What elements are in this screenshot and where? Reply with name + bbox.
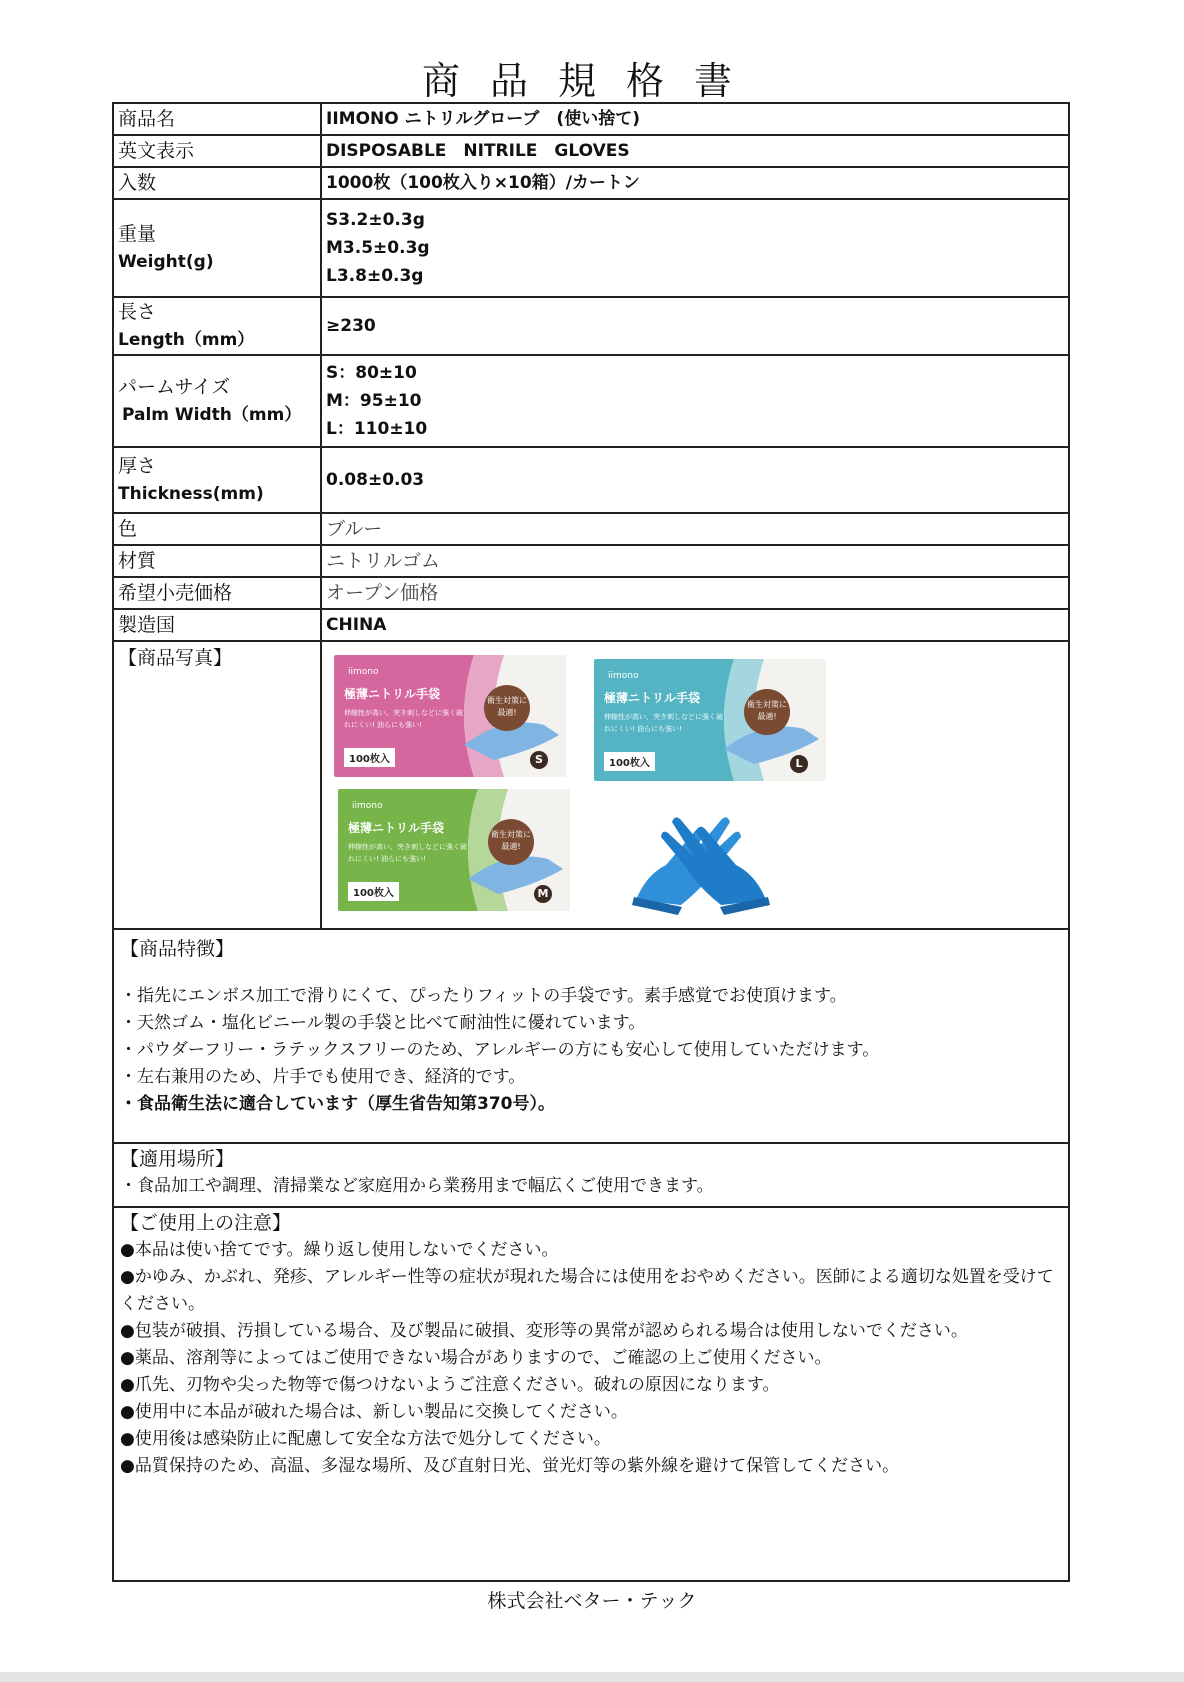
page-bottom-bar [0,1672,1184,1682]
page-title: 商品規格書 [421,59,762,103]
palm-label [113,355,321,447]
row-length [113,297,1069,355]
package-m-count: 100枚入 [348,882,399,901]
package-l-brand: iimono [608,671,639,681]
row-features [113,929,1069,1143]
palm-label-en: Palm Width（mm） [122,405,302,425]
package-s-count: 100枚入 [344,748,395,767]
caution-item: ●使用中に本品が破れた場合は、新しい製品に交換してください。 [120,1402,628,1422]
package-l-badge: 衛生対策に最適! [744,689,790,735]
package-m-size: M [534,885,552,903]
feature-item: ・パウダーフリー・ラテックスフリーのため、アレルギーの方にも安心して使用していただけます。 [120,1040,880,1060]
length-label-en: Length（mm） [118,330,255,350]
feature-item: ・天然ゴム・塩化ビニール製の手袋と比べて耐油性に優れています。 [120,1013,646,1033]
origin-value: CHINA [321,609,1069,641]
package-m-badge: 衛生対策に最適! [488,819,534,865]
row-english [113,135,1069,167]
price-label: 希望小売価格 [113,577,321,609]
photo-grid [326,645,1064,925]
package-s-desc: 伸縮性が高い、突き刺しなどに強く破れにくい! 油らにも強い! [344,709,463,729]
row-weight [113,199,1069,297]
weight-label [113,199,321,297]
caution-item: ●薬品、溶剤等によってはご使用できない場合がありますので、ご確認の上ご使用ください。 [120,1348,832,1368]
caution-item: ●本品は使い捨てです。繰り返し使用しないでください。 [120,1240,559,1260]
usage-heading: 【適用場所】 [120,1148,235,1170]
origin-label: 製造国 [113,609,321,641]
quantity-label: 入数 [113,167,321,199]
package-s-size: S [530,751,548,769]
weight-values [321,199,1069,297]
package-photo-m [338,789,570,911]
thickness-label-jp: 厚さ [118,455,157,477]
caution-item: ●包装が破損、汚損している場合、及び製品に破損、変形等の異常が認められる場合は使用しないでください。 [120,1321,968,1341]
thickness-label-en: Thickness(mm) [118,484,264,504]
features-cell [113,929,1069,1143]
weight-s: S3.2±0.3g [326,210,425,230]
palm-s: S：80±10 [326,363,417,383]
row-quantity [113,167,1069,199]
row-origin [113,609,1069,641]
english-value: DISPOSABLE NITRILE GLOVES [321,135,1069,167]
length-label-jp: 長さ [118,301,157,323]
package-s-brand: iimono [348,667,379,677]
caution-item: ●爪先、刃物や尖った物等で傷つけないようご注意ください。破れの原因になります。 [120,1375,780,1395]
row-photos [113,641,1069,929]
package-l-desc: 伸縮性が高い、突き刺しなどに強く破れにくい! 油らにも強い! [604,713,723,733]
material-value: ニトリルゴム [321,545,1069,577]
quantity-value: 1000枚（100枚入り×10箱）/カートン [321,167,1069,199]
row-palm [113,355,1069,447]
feature-item: ・指先にエンボス加工で滑りにくて、ぴったりフィットの手袋です。素手感覚でお使頂けます。 [120,986,847,1006]
package-s-name: 極薄ニトリル手袋 [344,687,441,701]
row-usage [113,1143,1069,1207]
palm-values [321,355,1069,447]
company-name: 株式会社ベター・テック [487,1590,697,1612]
weight-label-jp: 重量 [118,223,157,245]
caution-item: ●品質保持のため、高温、多湿な場所、及び直射日光、蛍光灯等の紫外線を避けて保管してください。 [120,1456,900,1476]
caution-item: ●使用後は感染防止に配慮して安全な方法で処分してください。 [120,1429,611,1449]
package-m-brand: iimono [352,801,383,811]
weight-label-en: Weight(g) [118,252,214,272]
caution-item: ●かゆみ、かぶれ、発疹、アレルギー性等の症状が現れた場合には使用をおやめください。医師による適切な処置を受けてください。 [120,1267,1054,1314]
product-name-label: 商品名 [113,103,321,135]
package-l-name: 極薄ニトリル手袋 [604,691,701,705]
package-l-size: L [790,755,808,773]
material-label: 材質 [113,545,321,577]
photos-cell [321,641,1069,929]
color-value: ブルー [321,513,1069,545]
package-m-name: 極薄ニトリル手袋 [348,821,445,835]
package-m-desc: 伸縮性が高い、突き刺しなどに強く破れにくい! 油らにも強い! [348,843,467,863]
features-heading: 【商品特徴】 [120,938,235,960]
row-thickness [113,447,1069,513]
palm-label-jp: パームサイズ [118,376,231,398]
usage-cell [113,1143,1069,1207]
feature-item-bold: ・食品衛生法に適合しています（厚生省告知第370号）。 [120,1094,555,1114]
palm-m: M：95±10 [326,391,422,411]
length-label [113,297,321,355]
blue-gloves-photo [626,805,776,915]
row-cautions [113,1207,1069,1581]
package-l-count: 100枚入 [604,752,655,771]
row-material [113,545,1069,577]
weight-l: L3.8±0.3g [326,266,424,286]
color-label: 色 [113,513,321,545]
price-value: オープン価格 [321,577,1069,609]
spec-table [112,102,1070,1582]
cautions-heading: 【ご使用上の注意】 [120,1212,292,1234]
row-product-name [113,103,1069,135]
package-photo-s [334,655,566,777]
usage-text: ・食品加工や調理、清掃業など家庭用から業務用まで幅広くご使用できます。 [120,1176,714,1196]
row-color [113,513,1069,545]
length-value: ≥230 [321,297,1069,355]
palm-l: L：110±10 [326,419,428,439]
english-label: 英文表示 [113,135,321,167]
weight-m: M3.5±0.3g [326,238,430,258]
feature-item: ・左右兼用のため、片手でも使用でき、経済的です。 [120,1067,526,1087]
thickness-label [113,447,321,513]
product-name-value: IIMONO ニトリルグローブ (使い捨て) [321,103,1069,135]
photos-heading: 【商品写真】 [113,641,321,929]
thickness-value: 0.08±0.03 [321,447,1069,513]
cautions-cell [113,1207,1069,1581]
package-photo-l [594,659,826,781]
package-s-badge: 衛生対策に最適! [484,685,530,731]
row-price [113,577,1069,609]
